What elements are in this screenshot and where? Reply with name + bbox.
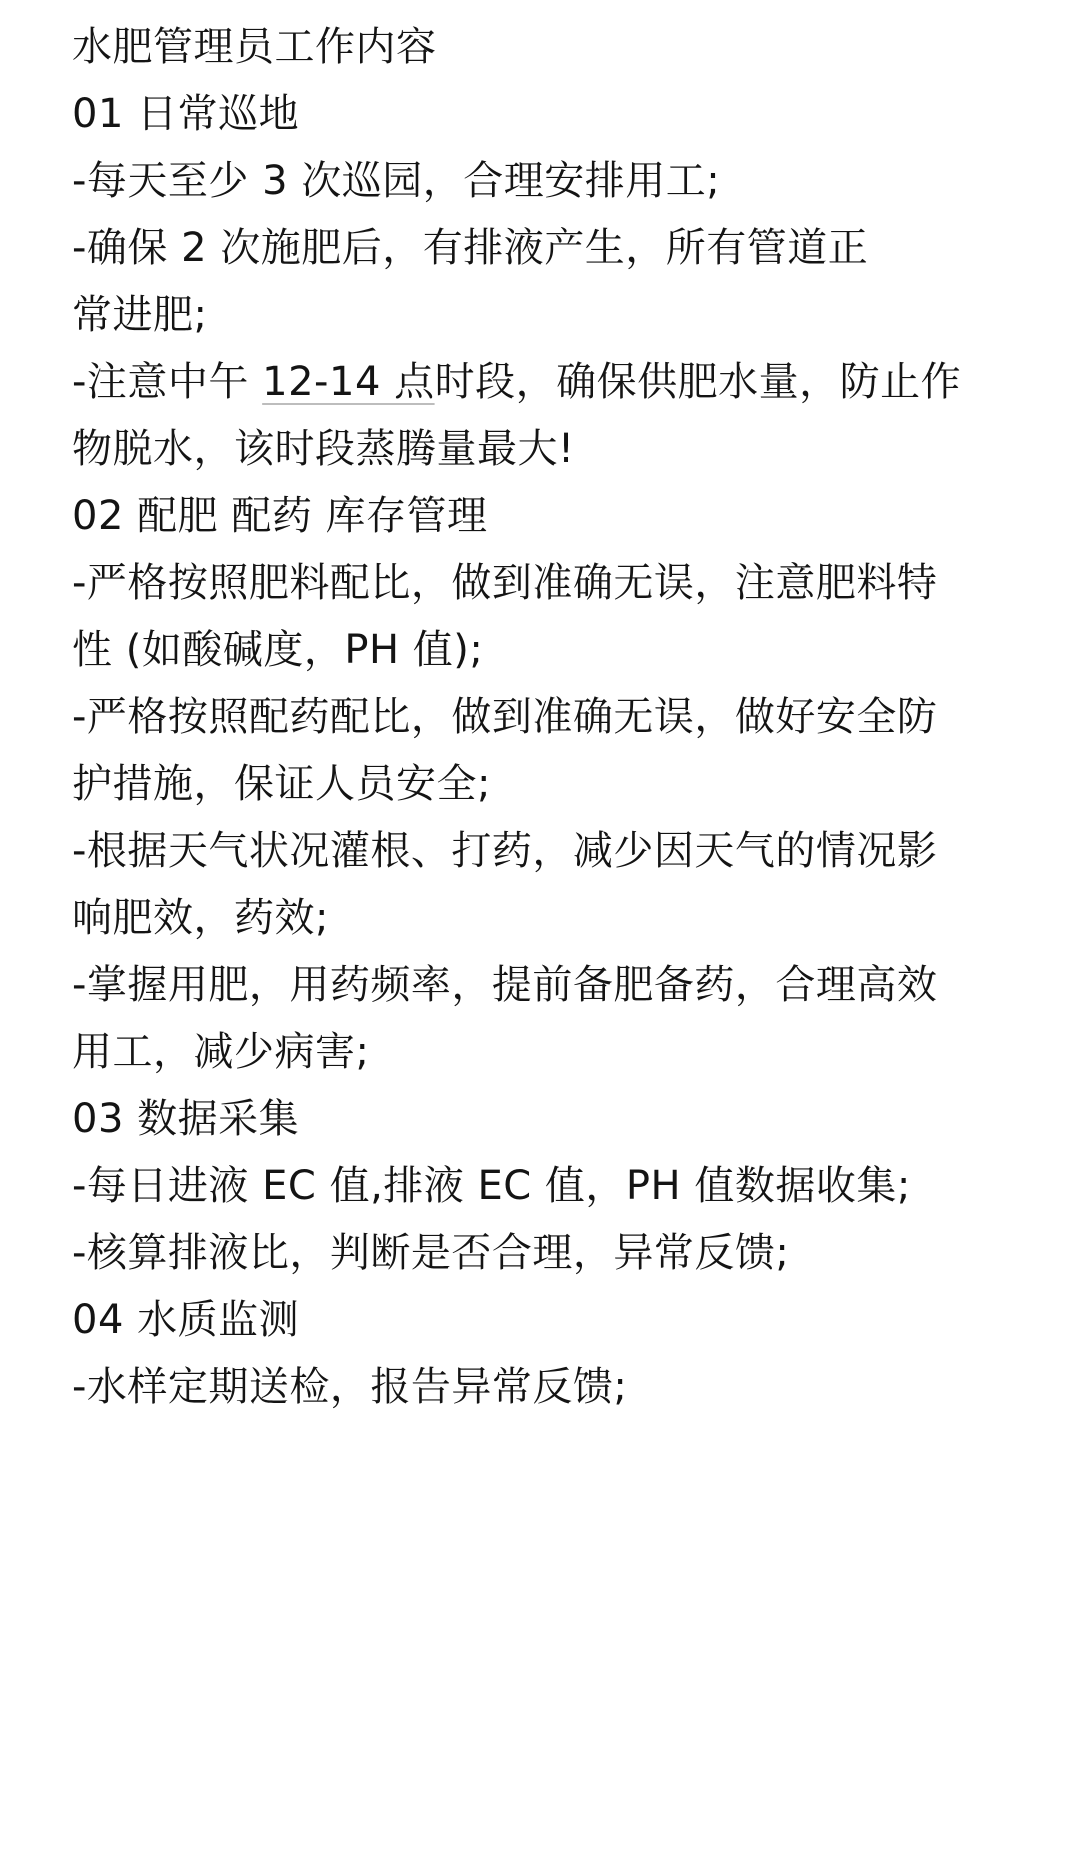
time-range-link[interactable]: 12-14 点 [262, 359, 435, 405]
section-heading-04: 04 水质监测 [72, 1297, 300, 1343]
note-line: -每天至少 3 次巡园，合理安排用工; [72, 158, 721, 204]
note-line: 护措施，保证人员安全; [72, 761, 491, 807]
note-line-with-link [72, 349, 1012, 416]
note-line: 性 (如酸碱度，PH 值); [72, 627, 484, 673]
note-line: -严格按照配药配比，做到准确无误，做好安全防 [72, 694, 938, 740]
note-line: 响肥效，药效; [72, 895, 329, 941]
note-line: -确保 2 次施肥后，有排液产生，所有管道正 [72, 225, 869, 271]
note-line: 用工，减少病害; [72, 1029, 370, 1075]
note-line: -核算排液比，判断是否合理，异常反馈; [72, 1230, 790, 1276]
note-title: 水肥管理员工作内容 [72, 24, 437, 70]
section-heading-03: 03 数据采集 [72, 1096, 300, 1142]
note-body [72, 14, 1012, 1421]
note-line: 物脱水，该时段蒸腾量最大! [72, 426, 575, 472]
note-line-segment: -注意中午 [72, 359, 263, 405]
section-heading-02: 02 配肥 配药 库存管理 [72, 493, 488, 539]
note-line: 常进肥; [72, 292, 208, 338]
note-line: -水样定期送检，报告异常反馈; [72, 1364, 628, 1410]
note-line: -掌握用肥，用药频率，提前备肥备药，合理高效 [72, 962, 938, 1008]
section-heading-01: 01 日常巡地 [72, 91, 300, 137]
note-line: -根据天气状况灌根、打药，减少因天气的情况影 [72, 828, 938, 874]
note-line-segment: 时段，确保供肥水量，防止作 [434, 359, 962, 405]
note-line: -严格按照肥料配比，做到准确无误，注意肥料特 [72, 560, 938, 606]
note-line: -每日进液 EC 值,排液 EC 值，PH 值数据收集; [72, 1163, 911, 1209]
